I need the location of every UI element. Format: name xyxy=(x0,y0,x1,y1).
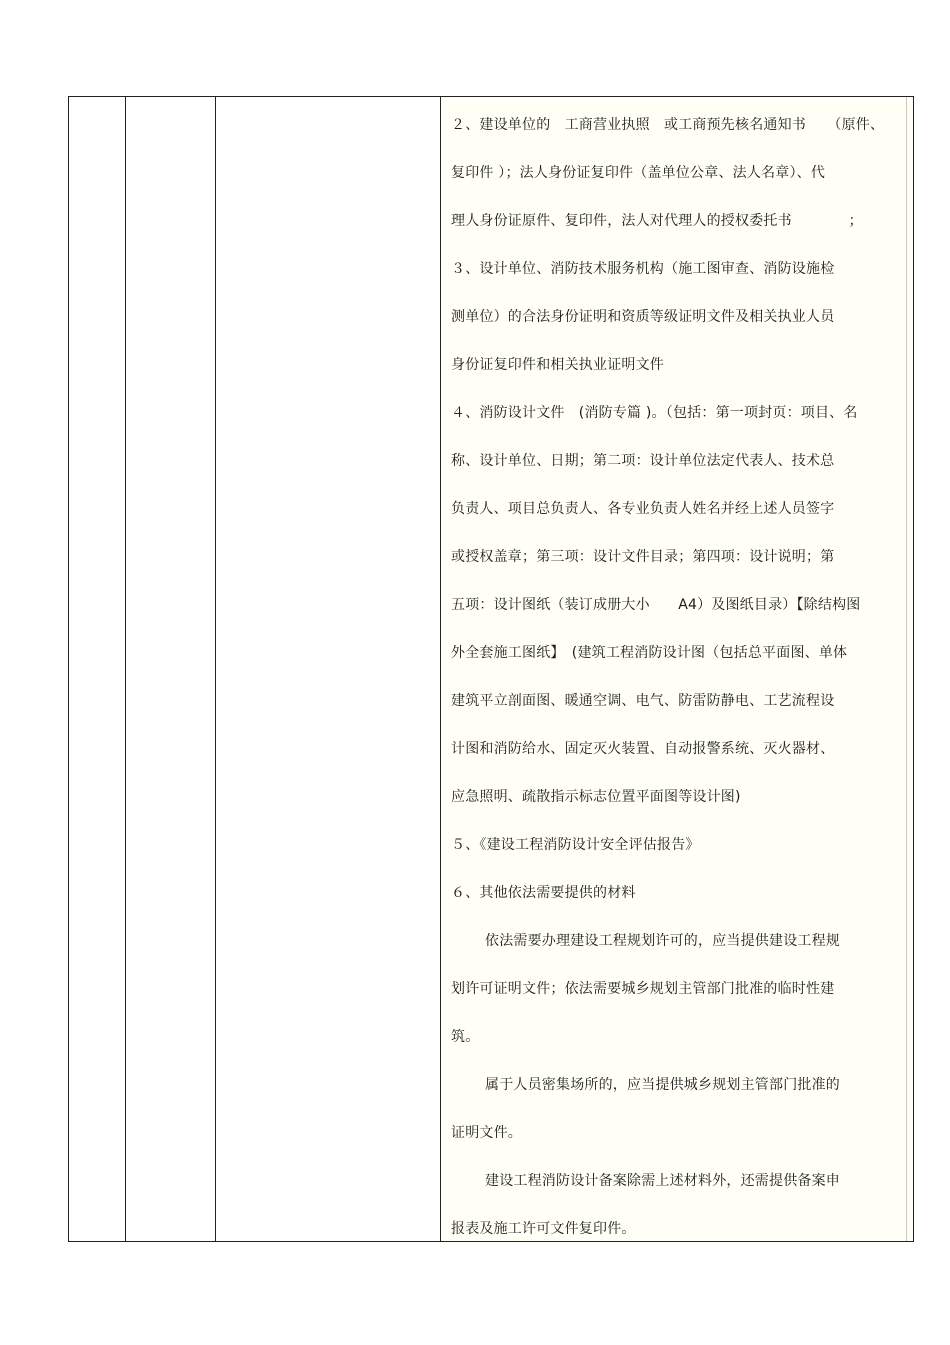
material-line: ３、设计单位、消防技术服务机构（施工图审查、消防设施检 xyxy=(451,261,835,277)
cell-inner-border xyxy=(906,97,907,1241)
material-line: 或授权盖章；第三项：设计文件目录；第四项：设计说明；第 xyxy=(451,549,835,565)
material-line: 建筑平立剖面图、暖通空调、电气、防雷防静电、工艺流程设 xyxy=(451,693,835,709)
material-line: 外全套施工图纸】 (建筑工程消防设计图（包括总平面图、单体 xyxy=(451,645,848,661)
material-line: 身份证复印件和相关执业证明文件 xyxy=(451,357,664,373)
material-line: ５、《建设工程消防设计安全评估报告》 xyxy=(451,837,700,853)
material-line: 计图和消防给水、固定灭火装置、自动报警系统、灭火器材、 xyxy=(451,741,835,757)
material-line: 依法需要办理建设工程规划许可的，应当提供建设工程规 xyxy=(485,933,840,949)
column-divider xyxy=(125,97,126,1241)
material-line: 建设工程消防设计备案除需上述材料外，还需提供备案申 xyxy=(485,1173,840,1189)
material-line: 属于人员密集场所的，应当提供城乡规划主管部门批准的 xyxy=(485,1077,840,1093)
material-line: ４、消防设计文件 (消防专篇 )。（包括：第一项封页：项目、名 xyxy=(451,405,858,421)
column-divider xyxy=(215,97,216,1241)
material-line: ６、其他依法需要提供的材料 xyxy=(451,885,636,901)
materials-cell xyxy=(441,97,913,1241)
material-line: 应急照明、疏散指示标志位置平面图等设计图) xyxy=(451,789,741,805)
material-line: 测单位）的合法身份证明和资质等级证明文件及相关执业人员 xyxy=(451,309,835,325)
material-line: 筑。 xyxy=(451,1029,480,1045)
material-line: 证明文件。 xyxy=(451,1125,522,1141)
material-line: ２、建设单位的 工商营业执照 或工商预先核名通知书 （原件、 xyxy=(451,117,885,133)
material-line: 划许可证明文件；依法需要城乡规划主管部门批准的临时性建 xyxy=(451,981,835,997)
material-line: 复印件 ）；法人身份证复印件（盖单位公章、法人名章）、代 xyxy=(451,165,826,181)
requirements-table xyxy=(68,96,914,1242)
material-line: 称、设计单位、日期；第二项：设计单位法定代表人、技术总 xyxy=(451,453,835,469)
material-line: 理人身份证原件、复印件，法人对代理人的授权委托书 ； xyxy=(451,213,863,229)
material-line: 报表及施工许可文件复印件。 xyxy=(451,1221,636,1237)
material-line: 五项：设计图纸（装订成册大小 A4）及图纸目录）【除结构图 xyxy=(451,597,861,613)
material-line: 负责人、项目总负责人、各专业负责人姓名并经上述人员签字 xyxy=(451,501,835,517)
